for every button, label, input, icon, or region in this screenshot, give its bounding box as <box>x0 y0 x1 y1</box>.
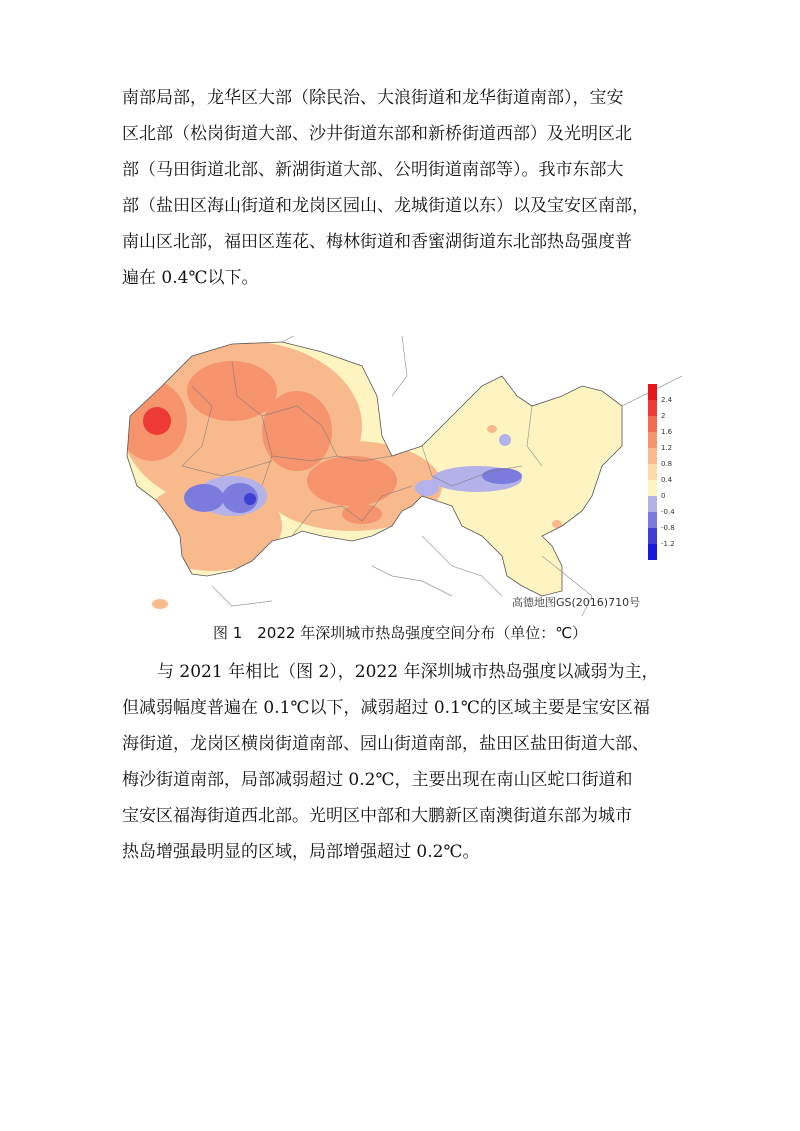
legend-label: -0.8 <box>661 524 675 532</box>
para1-line-6: 遍在 0.4℃以下。 <box>122 268 259 288</box>
legend-swatch <box>648 416 657 432</box>
para1-line-3: 部（马田街道北部、新湖街道大部、公明街道南部等）。我市东部大 <box>122 160 624 180</box>
para2-line-3: 海街道，龙岗区横岗街道南部、园山街道南部，盐田区盐田街道大部、 <box>122 734 649 754</box>
legend-label: 2.4 <box>661 396 673 404</box>
map-credit: 高德地图GS(2016)710号 <box>512 596 641 609</box>
legend-label: -0.4 <box>661 508 675 516</box>
legend-label: 0 <box>661 492 666 500</box>
legend-swatch <box>648 512 657 528</box>
legend-color-bar <box>648 384 657 560</box>
figure-caption: 图 1 2022 年深圳城市热岛强度空间分布（单位：℃） <box>212 624 588 642</box>
legend-label: -1.2 <box>661 540 675 548</box>
color-legend <box>648 384 675 560</box>
legend-swatch <box>648 448 657 464</box>
map-land <box>122 336 682 616</box>
island <box>152 599 168 609</box>
para1-line-1: 南部局部，龙华区大部（除民治、大浪街道和龙华街道南部），宝安 <box>122 88 624 108</box>
para1-line-5: 南山区北部，福田区莲花、梅林街道和香蜜湖街道东北部热岛强度普 <box>122 232 632 252</box>
legend-swatch <box>648 528 657 544</box>
legend-swatch <box>648 464 657 480</box>
legend-label: 2 <box>661 412 666 420</box>
legend-label: 0.4 <box>661 476 673 484</box>
para2-line-4: 梅沙街道南部，局部减弱超过 0.2℃，主要出现在南山区蛇口街道和 <box>122 770 633 790</box>
legend-swatch <box>648 400 657 416</box>
legend-label: 0.8 <box>661 460 673 468</box>
legend-swatch <box>648 496 657 512</box>
legend-swatch <box>648 432 657 448</box>
para2-line-2: 但减弱幅度普遍在 0.1℃以下，减弱超过 0.1℃的区域主要是宝安区福 <box>122 698 650 718</box>
legend-swatch <box>648 384 657 400</box>
heat-island-map <box>122 336 682 616</box>
para2-line-1: 与 2021 年相比（图 2），2022 年深圳城市热岛强度以减弱为主， <box>157 662 659 682</box>
paragraph-2 <box>122 654 682 870</box>
legend-label: 1.2 <box>661 444 673 452</box>
legend-swatch <box>648 544 657 560</box>
legend-label: 1.6 <box>661 428 673 436</box>
paragraph-1 <box>122 80 682 296</box>
para1-line-2: 区北部（松岗街道大部、沙井街道东部和新桥街道西部）及光明区北 <box>122 124 632 144</box>
para2-line-5: 宝安区福海街道西北部。光明区中部和大鹏新区南澳街道东部为城市 <box>122 806 632 826</box>
para1-line-4: 部（盐田区海山街道和龙岗区园山、龙城街道以东）以及宝安区南部， <box>122 196 649 216</box>
legend-swatch <box>648 480 657 496</box>
para2-line-6: 热岛增强最明显的区域，局部增强超过 0.2℃。 <box>122 842 480 862</box>
